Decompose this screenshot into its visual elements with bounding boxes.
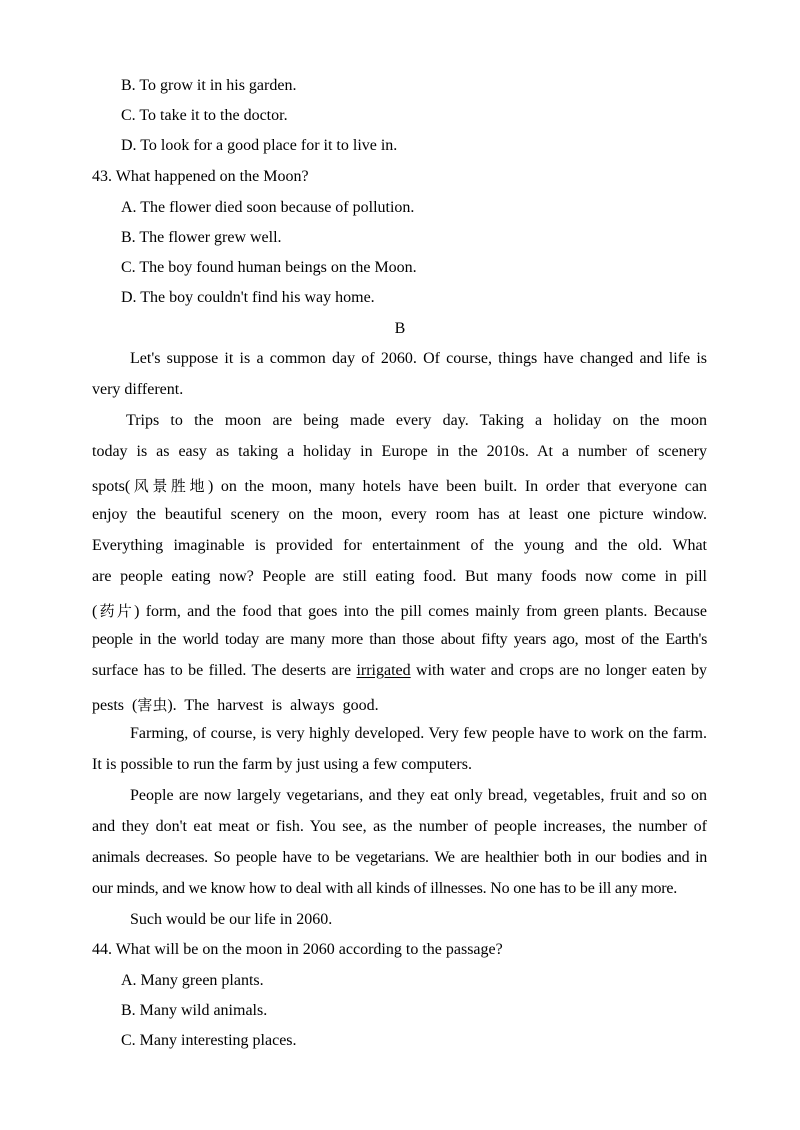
passage-p4-line3: animals decreases. So people have to be vegetarians. We are healthier both in our bodies and in [92, 849, 707, 866]
q42-option-d: D. To look for a good place for it to live in. [121, 137, 398, 154]
section-label: B [394, 320, 406, 337]
passage-p4-line1: People are now largely vegetarians, and they eat only bread, vegetables, fruit and so on [130, 787, 707, 804]
q43-option-c: C. The boy found human beings on the Moon. [121, 259, 417, 276]
q43-question: 43. What happened on the Moon? [92, 168, 309, 185]
q43-option-a: A. The flower died soon because of pollution. [121, 199, 415, 216]
passage-p2-line8: people in the world today are many more than those about fifty years ago, most of the Earth's [92, 631, 707, 648]
passage-p1-line2: very different. [92, 381, 184, 398]
chinese-gloss-pests: 害虫 [137, 696, 168, 714]
passage-p3-line1: Farming, of course, is very highly developed. Very few people have to work on the farm. [130, 725, 707, 742]
passage-p4-line4: our minds, and we know how to deal with all kinds of illnesses. No one has to be ill any more. [92, 880, 678, 897]
q44-option-b: B. Many wild animals. [121, 1002, 268, 1019]
q43-option-b: B. The flower grew well. [121, 229, 282, 246]
passage-p2-line4: enjoy the beautiful scenery on the moon, every room has at least one picture window. [92, 506, 707, 523]
q44-question: 44. What will be on the moon in 2060 according to the passage? [92, 941, 503, 958]
passage-p2-line2: today is as easy as taking a holiday in Europe in the 2010s. At a number of scenery [92, 443, 707, 460]
underlined-word-irrigated: irrigated [356, 662, 411, 679]
passage-p5-line1: Such would be our life in 2060. [130, 911, 333, 928]
passage-p2-line3: spots(风景胜地) on the moon, many hotels have been built. In order that everyone can [92, 477, 707, 495]
passage-p3-line2: It is possible to run the farm by just using a few computers. [92, 756, 472, 773]
q42-option-c: C. To take it to the doctor. [121, 107, 288, 124]
passage-p1-line1: Let's suppose it is a common day of 2060. Of course, things have changed and life is [130, 350, 707, 367]
q42-option-b: B. To grow it in his garden. [121, 77, 297, 94]
passage-p2-line6: are people eating now? People are still eating food. But many foods now come in pill [92, 568, 707, 585]
passage-p2-line7: (药片) form, and the food that goes into the pill comes mainly from green plants. Because [92, 602, 707, 620]
passage-p2-line1: Trips to the moon are being made every day. Taking a holiday on the moon [126, 412, 707, 429]
q44-option-a: A. Many green plants. [121, 972, 264, 989]
chinese-gloss-pill: 药片 [97, 602, 135, 620]
chinese-gloss-scenery-spots: 风景胜地 [130, 477, 209, 495]
passage-p2-line9: surface has to be filled. The deserts are irrigated with water and crops are no longer eaten by [92, 662, 708, 679]
passage-p4-line2: and they don't eat meat or fish. You see, as the number of people increases, the number of [92, 818, 707, 835]
passage-p2-line5: Everything imaginable is provided for entertainment of the young and the old. What [92, 537, 707, 554]
q43-option-d: D. The boy couldn't find his way home. [121, 289, 375, 306]
q44-option-c: C. Many interesting places. [121, 1032, 297, 1049]
passage-p2-line10: pests (害虫). The harvest is always good. [92, 696, 379, 714]
